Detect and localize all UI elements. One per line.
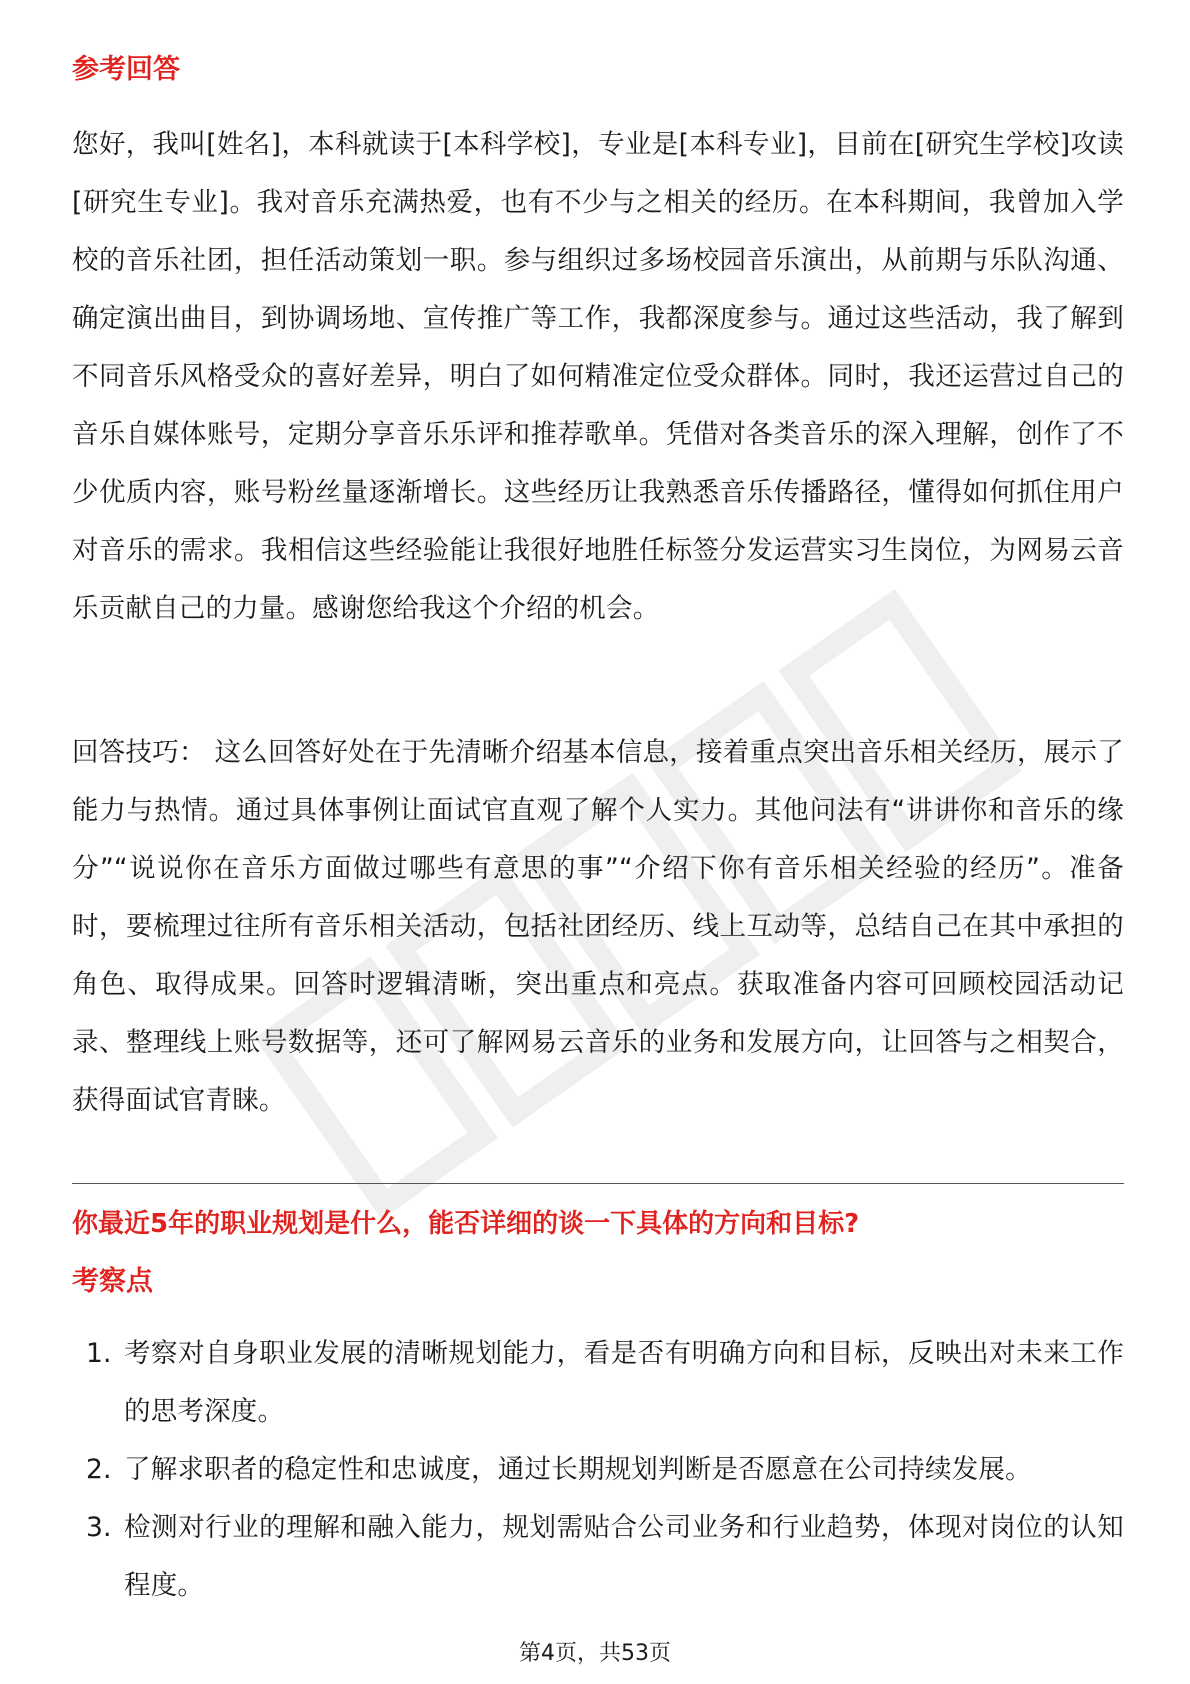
assessment-points-list <box>72 1325 1124 1615</box>
page-footer: 第4页，共53页 <box>519 1641 671 1666</box>
list-item <box>72 1325 1124 1441</box>
list-item-number: 1. <box>86 1338 112 1369</box>
answer-tips-paragraph <box>72 724 1124 1130</box>
list-item <box>72 1441 1124 1499</box>
reference-answer-heading: 参考回答 <box>72 54 180 85</box>
list-item-text: 检测对行业的理解和融入能力，规划需贴合公司业务和行业趋势，体现对岗位的认知程度。 <box>124 1512 1124 1601</box>
answer-tips-body: 这么回答好处在于先清晰介绍基本信息，接着重点突出音乐相关经历，展示了能力与热情。通过具体事例让面试官直观了解个人实力。其他问法有“讲讲你和音乐的缘分”“说说你在音乐方面做过哪些有意思的事”“介绍下你有音乐相关经验的经历”。准备时，要梳理过往所有音乐相关活动，包括社团经历、线上互动等，总结自己在其中承担的角色、取得成果。回答时逻辑清晰，突出重点和亮点。获取准备内容可回顾校园活动记录、整理线上账号数据等，还可了解网易云音乐的业务和发展方向，让回答与之相契合，获得面试官青睐。 <box>72 737 1124 1116</box>
answer-tips-label: 回答技巧： <box>72 737 206 768</box>
section-divider <box>72 1183 1124 1184</box>
list-item-text: 了解求职者的稳定性和忠诚度，通过长期规划判断是否愿意在公司持续发展。 <box>124 1454 1032 1485</box>
reference-answer-body: 您好，我叫[姓名]，本科就读于[本科学校]，专业是[本科专业]，目前在[研究生学校]攻读[研究生专业]。我对音乐充满热爱，也有不少与之相关的经历。在本科期间，我曾加入学校的音乐社团，担任活动策划一职。参与组织过多场校园音乐演出，从前期与乐队沟通、确定演出曲目，到协调场地、宣传推广等工作，我都深度参与。通过这些活动，我了解到不同音乐风格受众的喜好差异，明白了如何精准定位受众群体。同时，我还运营过自己的音乐自媒体账号，定期分享音乐乐评和推荐歌单。凭借对各类音乐的深入理解，创作了不少优质内容，账号粉丝量逐渐增长。这些经历让我熟悉音乐传播路径，懂得如何抓住用户对音乐的需求。我相信这些经验能让我很好地胜任标签分发运营实习生岗位，为网易云音乐贡献自己的力量。感谢您给我这个介绍的机会。 <box>72 129 1124 624</box>
list-item-number: 3. <box>86 1512 112 1543</box>
interview-question: 你最近5年的职业规划是什么，能否详细的谈一下具体的方向和目标? <box>72 1209 860 1239</box>
list-item <box>72 1499 1124 1615</box>
list-item-text: 考察对自身职业发展的清晰规划能力，看是否有明确方向和目标，反映出对未来工作的思考深度。 <box>124 1338 1124 1427</box>
list-item-number: 2. <box>86 1454 112 1485</box>
assessment-points-heading: 考察点 <box>72 1266 153 1297</box>
